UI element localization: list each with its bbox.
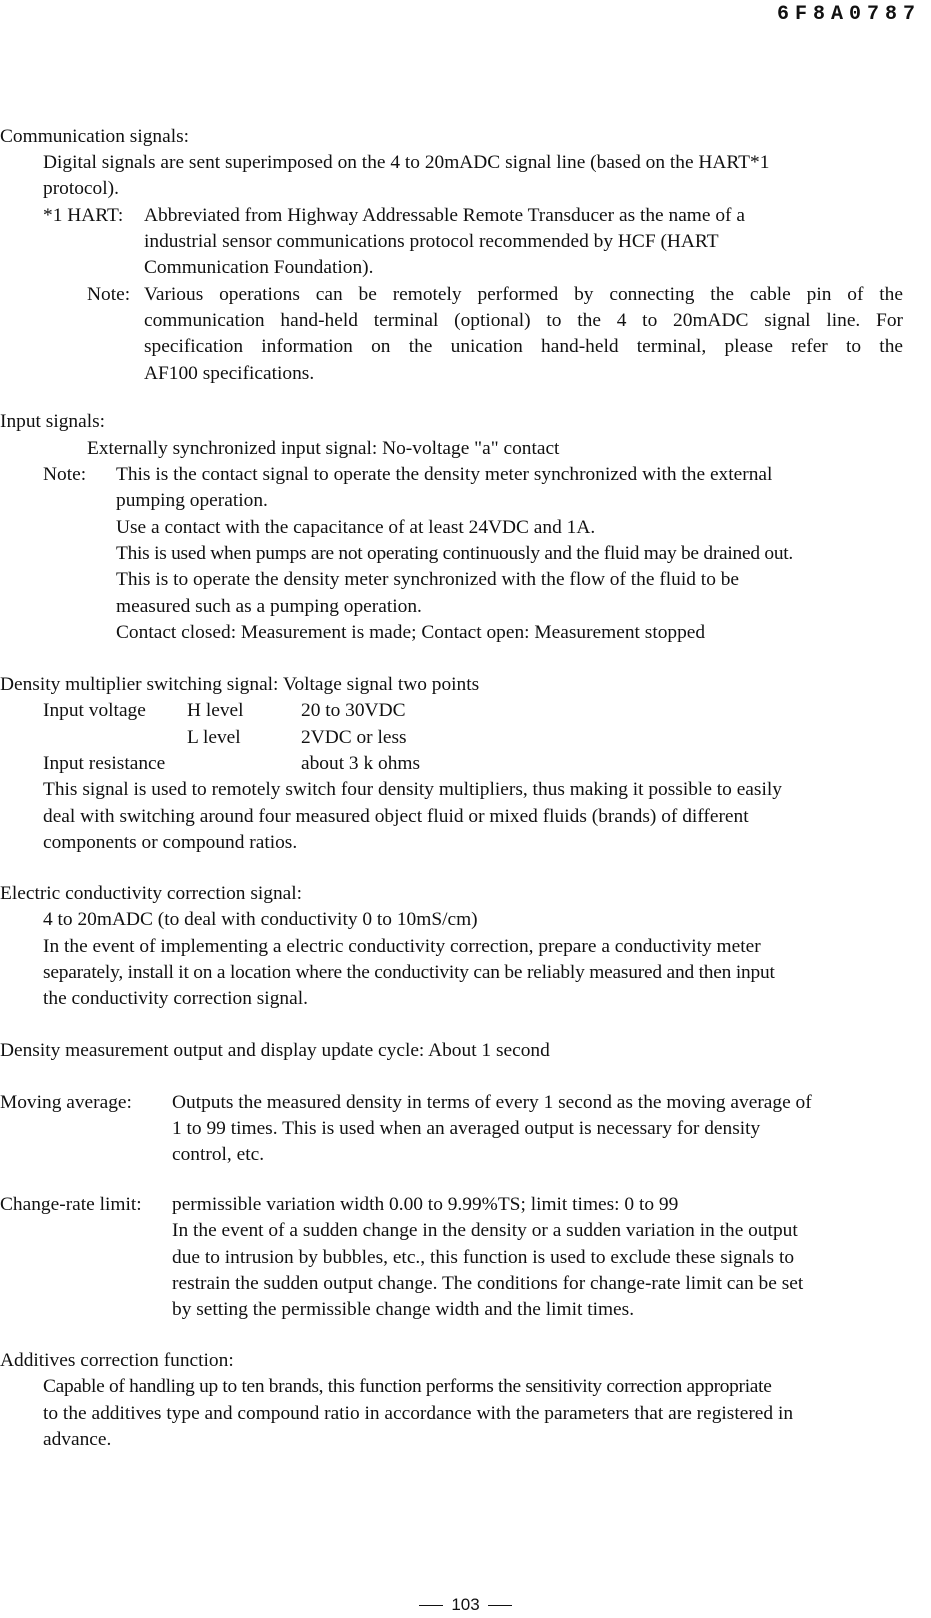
comm-note-line-3: specification information on the unication hand-held terminal, please refer to the [144,336,903,357]
change-rate-label: Change-rate limit: [0,1194,142,1215]
change-rate-line-4: restrain the sudden output change. The conditions for change-rate limit can be set [172,1273,804,1294]
comm-note-line-1: Various operations can be remotely performed by connecting the cable pin of the [144,284,903,305]
page-footer [0,1592,931,1618]
h-level-value: 20 to 30VDC [301,700,406,721]
conductivity-line-1: 4 to 20mADC (to deal with conductivity 0 to 10mS/cm) [43,909,478,930]
moving-average-line-2: 1 to 99 times. This is used when an averaged output is necessary for density [172,1118,761,1139]
dash-right [488,1605,512,1606]
comm-note-line-2: communication hand-held terminal (optional) to the 4 to 20mADC signal line. For [144,310,903,331]
input-note-line-1: This is the contact signal to operate the density meter synchronized with the external [116,464,773,485]
h-level-label: H level [187,700,244,721]
density-mult-desc-1: This signal is used to remotely switch four density multipliers, thus making it possible to easily [43,779,782,800]
conductivity-line-3: separately, install it on a location where the conductivity can be reliably measured and then input [43,962,775,983]
input-resistance-value: about 3 k ohms [301,753,421,774]
footnote-line-3: Communication Foundation). [144,257,374,278]
change-rate-line-3: due to intrusion by bubbles, etc., this function is used to exclude these signals to [172,1247,795,1268]
change-rate-line-5: by setting the permissible change width and the limit times. [172,1299,635,1320]
additives-line-3: advance. [43,1429,112,1450]
comm-line-2: protocol). [43,178,119,199]
density-mult-desc-3: components or compound ratios. [43,832,298,853]
l-level-value: 2VDC or less [301,727,407,748]
input-note-line-4: This is used when pumps are not operating continuously and the fluid may be drained out. [116,543,794,564]
comm-line-1: Digital signals are sent superimposed on the 4 to 20mADC signal line (based on the HART*1 [43,152,770,173]
additives-line-1: Capable of handling up to ten brands, this function performs the sensitivity correction appropriate [43,1376,772,1397]
input-note-line-5: This is to operate the density meter synchronized with the flow of the fluid to be [116,569,740,590]
comm-note-line-4: AF100 specifications. [144,363,315,384]
change-rate-line-1: permissible variation width 0.00 to 9.99%TS; limit times: 0 to 99 [172,1194,679,1215]
footnote-line-1: Abbreviated from Highway Addressable Remote Transducer as the name of a [144,205,745,226]
document-number: 6F8A0787 [776,3,921,26]
input-note-line-2: pumping operation. [116,490,268,511]
comm-note-label: Note: [87,284,131,305]
moving-average-line-1: Outputs the measured density in terms of every 1 second as the moving average of [172,1092,812,1113]
input-voltage-label: Input voltage [43,700,146,721]
moving-average-line-3: control, etc. [172,1144,265,1165]
conductivity-line-4: the conductivity correction signal. [43,988,308,1009]
input-note-line-7: Contact closed: Measurement is made; Contact open: Measurement stopped [116,622,706,643]
input-note-line-3: Use a contact with the capacitance of at least 24VDC and 1A. [116,517,596,538]
footnote-line-2: industrial sensor communications protocol recommended by HCF (HART [144,231,719,252]
density-mult-title: Density multiplier switching signal: Voltage signal two points [0,674,480,695]
l-level-label: L level [187,727,241,748]
dash-left [419,1605,443,1606]
conductivity-title: Electric conductivity correction signal: [0,883,303,904]
input-note-label: Note: [43,464,87,485]
update-cycle: Density measurement output and display update cycle: About 1 second [0,1040,550,1061]
input-external-sync: Externally synchronized input signal: No-voltage "a" contact [87,438,560,459]
change-rate-line-2: In the event of a sudden change in the density or a sudden variation in the output [172,1220,798,1241]
additives-line-2: to the additives type and compound ratio in accordance with the parameters that are registered in [43,1403,794,1424]
footnote-label: *1 HART: [43,205,124,226]
input-title: Input signals: [0,411,106,432]
input-note-line-6: measured such as a pumping operation. [116,596,422,617]
conductivity-line-2: In the event of implementing a electric conductivity correction, prepare a conductivity meter [43,936,761,957]
comm-title: Communication signals: [0,126,190,147]
moving-average-label: Moving average: [0,1092,132,1113]
density-mult-desc-2: deal with switching around four measured object fluid or mixed fluids (brands) of different [43,806,749,827]
page-number: 103 [451,1595,480,1614]
additives-title: Additives correction function: [0,1350,234,1371]
input-resistance-label: Input resistance [43,753,166,774]
